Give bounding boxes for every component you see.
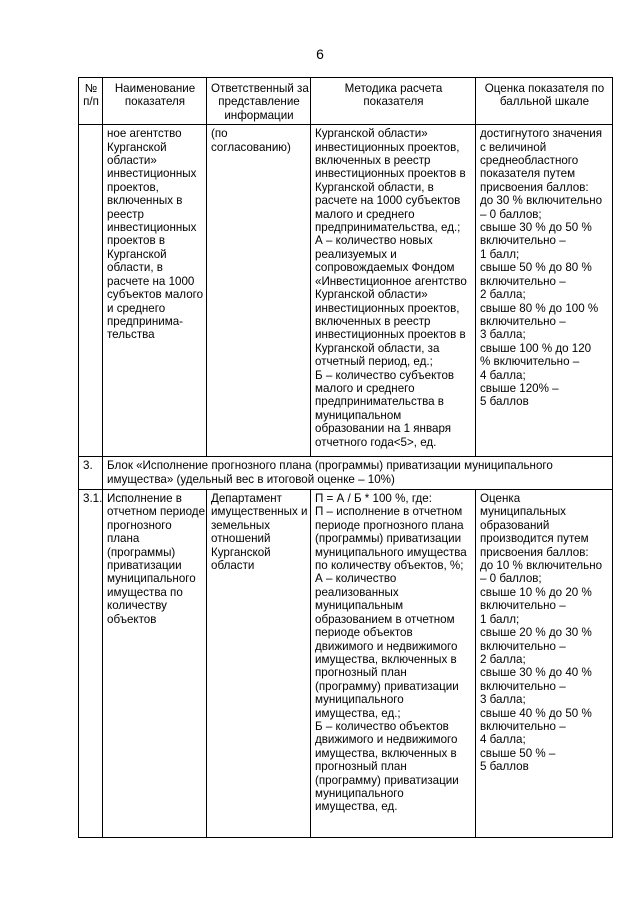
text-line: предпринимательства в — [315, 395, 444, 409]
text-line: ное агентство — [107, 127, 182, 141]
text-line: включенных в реестр — [315, 154, 431, 168]
text-line: малого и среднего — [315, 381, 415, 395]
text-line: 4 балла; — [480, 368, 526, 382]
text-line: 2 балла; — [480, 652, 526, 666]
text-line: балльной шкале — [499, 95, 590, 109]
text-line: инвестиционных проектов, — [315, 301, 460, 315]
text-line: Исполнение в — [107, 492, 182, 506]
text-line: образованием в отчетном — [315, 612, 455, 626]
text-line: по количеству объектов, %; — [315, 559, 464, 573]
text-line: А – количество новых — [315, 234, 433, 248]
cell-score — [476, 125, 613, 457]
text-line: имущества, включенных в — [315, 746, 457, 760]
text-line: муниципальном — [315, 408, 402, 422]
text-line: присвоения баллов: — [480, 545, 589, 559]
text-line: 1 балл; — [480, 612, 520, 626]
text-line: муниципального имущества — [315, 545, 467, 559]
text-line: включенных в реестр — [315, 314, 431, 328]
text-line: имущества, ед. — [315, 800, 398, 814]
text-line: отчетный период, ед.; — [315, 355, 433, 369]
text-line: прогнозного — [107, 518, 172, 532]
header-method — [311, 78, 476, 125]
text-line: расчете на 1000 субъектов — [315, 194, 461, 208]
text-line: п/п — [83, 95, 99, 109]
text-line: имущества по — [107, 585, 183, 599]
text-line: прогнозный план — [315, 666, 407, 680]
text-line: Б – количество субъектов — [315, 368, 455, 382]
cell-score — [476, 490, 613, 838]
cell-responsible — [207, 490, 311, 838]
text-line: плана — [107, 532, 140, 546]
text-line: П – исполнение в отчетном — [315, 505, 463, 519]
text-line: предпринимательства, ед.; — [315, 221, 461, 235]
text-line: свыше 30 % до 50 % — [480, 221, 592, 235]
section-row-3 — [79, 457, 613, 490]
text-line: муниципального — [315, 786, 404, 800]
text-line: приватизации — [107, 559, 182, 573]
cell-name — [103, 125, 207, 457]
text-line: 5 баллов — [480, 395, 529, 409]
text-line: свыше 50 % – — [480, 746, 556, 760]
text-line: показателя — [124, 95, 186, 109]
text-line: свыше 80 % до 100 % — [480, 301, 599, 315]
header-name — [103, 78, 207, 125]
text-line: включительно – — [480, 314, 566, 328]
text-line: свыше 100 % до 120 — [480, 341, 592, 355]
cell-method — [311, 125, 476, 457]
cell-responsible — [207, 125, 311, 457]
text-line: включительно – — [480, 274, 566, 288]
text-line: Курганской области, в — [315, 180, 434, 194]
text-line: 3 балла; — [480, 328, 526, 342]
text-line: реализованных — [315, 585, 399, 599]
text-line: отчетного года<5>, ед. — [315, 435, 437, 449]
text-line: области, в — [107, 261, 163, 275]
section-title — [103, 457, 613, 490]
text-line: инвестиционных проектов, — [315, 140, 460, 154]
text-line: области» — [107, 154, 157, 168]
text-line: имущества, ед.; — [315, 706, 401, 720]
text-line: объектов — [107, 612, 157, 626]
text-line: имущественных и — [211, 505, 308, 519]
text-line: (программу) приватизации — [315, 773, 459, 787]
text-line: присвоения баллов: — [480, 180, 589, 194]
text-line: А – количество — [315, 572, 397, 586]
text-line: производится путем — [480, 532, 589, 546]
text-line: периоде объектов — [315, 626, 413, 640]
text-line: (программы) приватизации — [315, 532, 462, 546]
text-line: свыше 10 % до 20 % — [480, 585, 592, 599]
text-line: инвестиционных проектов в — [315, 328, 466, 342]
text-line: малого и среднего — [315, 207, 415, 221]
text-line: 5 баллов — [480, 760, 529, 774]
text-line: количеству — [107, 599, 167, 613]
header-score — [476, 78, 613, 125]
text-line: реализуемых и — [315, 247, 397, 261]
text-line: с величиной — [480, 140, 547, 154]
text-line: образований — [480, 518, 550, 532]
text-line: Курганской — [107, 247, 167, 261]
text-line: образовании на 1 января — [315, 422, 452, 436]
text-line: прогнозный план — [315, 760, 407, 774]
text-line: инвестиционных — [107, 167, 197, 181]
table-row-continued — [79, 125, 613, 457]
text-line: земельных — [211, 518, 271, 532]
text-line: Блок «Исполнение прогнозного плана (программы) приватизации муниципального — [107, 459, 553, 473]
text-line: до 10 % включительно — [480, 559, 603, 573]
text-line: сопровождаемых Фондом — [315, 261, 455, 275]
text-line: Курганской — [107, 140, 167, 154]
header-responsible — [207, 78, 311, 125]
table-header-row — [79, 78, 613, 125]
text-line: движимого и недвижимого — [315, 639, 458, 653]
text-line: Наименование — [114, 82, 196, 95]
text-line: свыше 20 % до 30 % — [480, 626, 592, 640]
text-line: муниципальным — [315, 599, 404, 613]
text-line: включительно – — [480, 599, 566, 613]
text-line: включительно – — [480, 234, 566, 248]
text-line: Курганской области» — [315, 127, 428, 141]
text-line: представление — [218, 95, 300, 109]
text-line: среднеобластного — [480, 154, 579, 168]
text-line: проектов в — [107, 234, 165, 248]
text-line: муниципальных — [480, 505, 566, 519]
text-line: свыше 120% – — [480, 381, 559, 395]
text-line: Б – количество объектов — [315, 719, 449, 733]
text-line: отношений — [211, 532, 271, 546]
text-line: реестр — [107, 207, 144, 221]
cell-num — [79, 125, 103, 457]
header-num — [79, 78, 103, 125]
text-line: Курганской области, за — [315, 341, 440, 355]
text-line: движимого и недвижимого — [315, 733, 458, 747]
text-line: – 0 баллов; — [480, 572, 542, 586]
text-line: и среднего — [107, 301, 166, 315]
text-line: (по — [211, 127, 228, 141]
text-line: отчетном периоде — [107, 505, 206, 519]
text-line: Оценка показателя по — [484, 82, 605, 95]
text-line: расчете на 1000 — [107, 274, 195, 288]
indicators-table — [78, 77, 613, 838]
text-line: муниципального — [107, 572, 196, 586]
text-line: 2 балла; — [480, 288, 526, 302]
cell-method — [311, 490, 476, 838]
text-line: свыше 40 % до 50 % — [480, 706, 592, 720]
table-row-3-1 — [79, 490, 613, 838]
text-line: области — [211, 559, 255, 573]
text-line: предпринима- — [107, 314, 184, 328]
text-line: Методика расчета — [344, 82, 443, 95]
text-line: 3 балла; — [480, 693, 526, 707]
text-line: проектов, — [107, 180, 159, 194]
text-line: периоде прогнозного плана — [315, 518, 464, 532]
text-line: (программу) приватизации — [315, 679, 459, 693]
text-line: имущества» (удельный вес в итоговой оценке – 10%) — [107, 472, 395, 486]
text-line: Ответственный за — [211, 82, 309, 95]
text-line: включительно – — [480, 679, 566, 693]
text-line: инвестиционных — [107, 221, 197, 235]
section-num: 3. — [79, 457, 103, 490]
text-line: свыше 30 % до 40 % — [480, 666, 592, 680]
page-number: 6 — [316, 46, 324, 62]
cell-name — [103, 490, 207, 838]
text-line: Курганской области» — [315, 288, 428, 302]
text-line: имущества, включенных в — [315, 652, 457, 666]
text-line: П = А / Б * 100 %, где: — [315, 492, 432, 506]
text-line: показателя путем — [480, 167, 576, 181]
text-line: включительно – — [480, 639, 566, 653]
text-line: Оценка — [480, 492, 521, 506]
cell-num: 3.1. — [79, 490, 103, 838]
text-line: муниципального — [315, 693, 404, 707]
text-line: (программы) — [107, 545, 176, 559]
text-line: Курганской — [211, 545, 271, 559]
text-line: % включительно – — [480, 355, 580, 369]
text-line: свыше 50 % до 80 % — [480, 261, 592, 275]
text-line: «Инвестиционное агентство — [315, 274, 467, 288]
text-line: субъектов малого — [107, 288, 204, 302]
text-line: согласованию) — [211, 140, 291, 154]
text-line: Департамент — [211, 492, 282, 506]
text-line: инвестиционных проектов в — [315, 167, 466, 181]
text-line: информации — [224, 108, 294, 122]
text-line: включительно – — [480, 719, 566, 733]
text-line: до 30 % включительно — [480, 194, 603, 208]
text-line: – 0 баллов; — [480, 207, 542, 221]
text-line: № — [84, 82, 98, 95]
text-line: достигнутого значения — [480, 127, 603, 141]
text-line: включенных в — [107, 194, 183, 208]
text-line: 1 балл; — [480, 247, 520, 261]
text-line: 4 балла; — [480, 733, 526, 747]
text-line: показателя — [363, 95, 424, 109]
text-line: тельства — [107, 328, 155, 342]
